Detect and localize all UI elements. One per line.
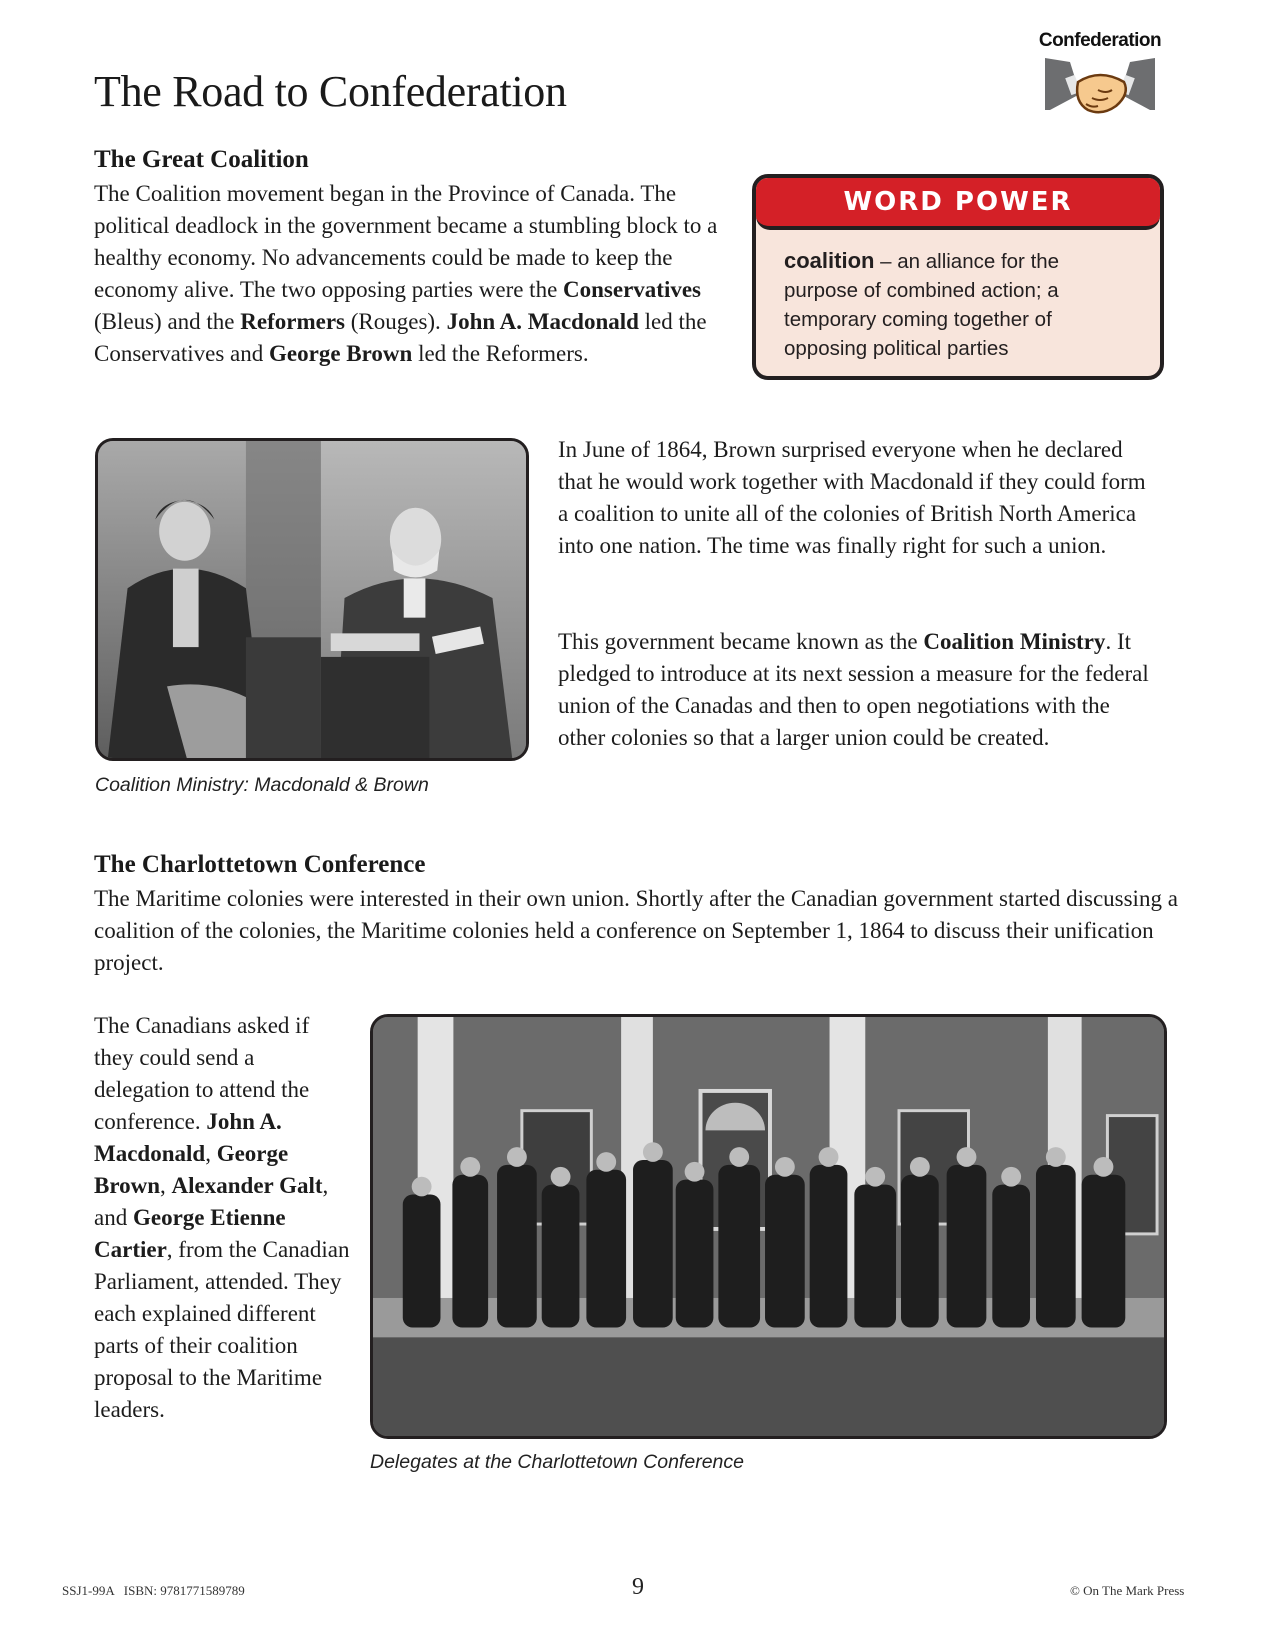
bold-term: George Etienne Cartier [94,1205,286,1262]
photo-caption-macdonald-brown: Coalition Ministry: Macdonald & Brown [95,774,429,796]
photo-macdonald-brown [95,438,529,761]
footer-copyright: © On The Mark Press [1070,1583,1185,1598]
portrait-image [98,441,526,758]
canadian-delegation-paragraph [94,1010,352,1426]
bold-term: John A. Macdonald [446,309,639,334]
vocabulary-term: coalition [784,248,875,273]
photo-charlottetown-delegates [370,1014,1167,1439]
text-run: , from the Canadian Parliament, attended. They each explained different parts of their coalition proposal to the Maritime leaders. [94,1237,350,1422]
text-run: (Rouges). [344,309,447,334]
bold-term: George Brown [269,341,413,366]
footer-isbn: SSJ1-99A ISBN: 9781771589789 [62,1583,245,1598]
bold-term: Alexander Galt [171,1173,323,1198]
text-run: (Bleus) and the [94,309,241,334]
section-heading-charlottetown: The Charlottetown Conference [94,851,426,878]
word-power-header [756,178,1160,230]
rich-text [94,181,717,366]
section-heading-great-coalition: The Great Coalition [94,146,309,173]
word-power-title: WORD POWER [843,187,1073,217]
charlottetown-intro-paragraph: The Maritime colonies were interested in their own union. Shortly after the Canadian government started discussing a coalition of the colonies, the Maritime colonies held a conference on September 1, 1864 to discuss their unification project. [94,886,1178,975]
handshake-icon [1040,54,1160,120]
bold-term: John A. Macdonald [94,1109,282,1166]
great-coalition-paragraph [94,178,734,370]
june-1864-paragraph: In June of 1864, Brown surprised everyone when he declared that he would work together with Macdonald if they could form a coalition to unite all of the colonies of British North America into one nation. The time was finally right for such a union. [558,437,1146,558]
text-run: , and [94,1173,329,1230]
topic-badge-label: Confederation [1038,30,1162,51]
bold-term: Reformers [240,309,345,334]
bold-term: George Brown [94,1141,289,1198]
coalition-ministry-paragraph [558,626,1158,754]
text-run: led the Conservatives and [94,309,707,366]
topic-badge [1035,30,1165,125]
bold-term: Coalition Ministry [923,629,1106,654]
word-power-definition [756,230,1160,363]
rich-text [558,629,1149,750]
text-run: , [160,1173,172,1198]
vocabulary-definition: – an alliance for the purpose of combined action; a temporary coming together of opposing political parties [784,250,1060,360]
text-run: The Canadians asked if they could send a delegation to attend the conference. [94,1013,310,1134]
rich-text [94,1013,349,1422]
bold-term: Conservatives [563,277,702,302]
page-title: The Road to Confederation [94,67,567,116]
page-number: 9 [632,1574,644,1600]
text-run: This government became known as the [558,629,924,654]
group-photo-image [373,1017,1164,1436]
text-run: led the Reformers. [412,341,589,366]
text-run: , [205,1141,217,1166]
text-run: . It pledged to introduce at its next session a measure for the federal union of the Canadas and then to open negotiations with the other colonies so that a larger union could be created. [558,629,1149,750]
text-run: The Coalition movement began in the Province of Canada. The political deadlock in the government became a stumbling block to a healthy economy. No advancements could be made to keep the economy alive. The two opposing parties were the [94,181,718,302]
word-power-box [752,174,1164,380]
photo-caption-charlottetown: Delegates at the Charlottetown Conference [370,1451,744,1473]
